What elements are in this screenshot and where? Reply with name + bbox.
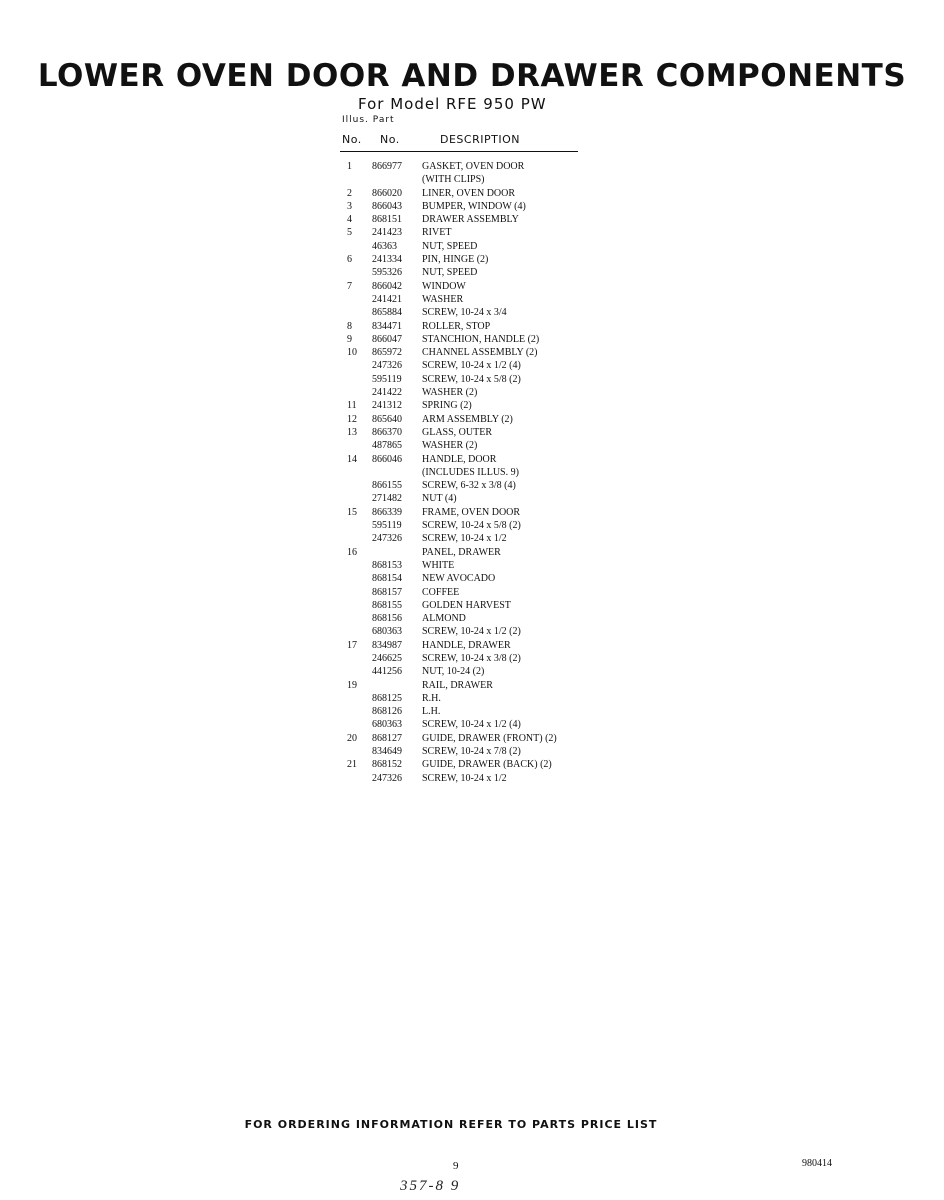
part-description: SPRING (2): [422, 400, 472, 412]
part-row: [343, 479, 603, 492]
part-description: SCREW, 10-24 x 1/2 (2): [422, 626, 521, 638]
part-row: [343, 718, 603, 731]
part-group-label: Part: [372, 115, 395, 125]
part-number: 487865: [372, 440, 402, 452]
part-number: 866042: [372, 280, 402, 292]
part-description: R.H.: [422, 692, 441, 704]
part-number: 866339: [372, 506, 402, 518]
part-row: [343, 772, 603, 785]
part-row: [343, 559, 603, 572]
part-number: 866047: [372, 333, 402, 345]
part-number: 246625: [372, 652, 402, 664]
illus-number: 9: [347, 333, 352, 345]
illus-no-header: No.: [342, 133, 362, 146]
part-number: 241421: [372, 293, 402, 305]
model-subtitle: For Model RFE 950 PW: [358, 95, 547, 113]
part-description: (WITH CLIPS): [422, 174, 485, 186]
part-description: NUT, SPEED: [422, 240, 478, 252]
part-row: [343, 758, 603, 771]
part-row: [343, 373, 603, 386]
part-number: 271482: [372, 493, 402, 505]
part-description: PIN, HINGE (2): [422, 254, 489, 266]
part-row: [343, 692, 603, 705]
part-description: NUT, SPEED: [422, 267, 478, 279]
part-number: 865884: [372, 307, 402, 319]
part-description: SCREW, 6-32 x 3/8 (4): [422, 480, 516, 492]
illus-number: 3: [347, 200, 352, 212]
illus-number: 2: [347, 187, 352, 199]
part-description: ALMOND: [422, 613, 466, 625]
part-number: 868127: [372, 732, 402, 744]
part-row: [343, 612, 603, 625]
part-number: 868126: [372, 706, 402, 718]
part-number: 241312: [372, 400, 402, 412]
part-description: SCREW, 10-24 x 1/2 (4): [422, 719, 521, 731]
part-row: [343, 426, 603, 439]
part-row: [343, 519, 603, 532]
illus-number: 11: [347, 400, 357, 412]
part-description: BUMPER, WINDOW (4): [422, 200, 526, 212]
part-number: 441256: [372, 666, 402, 678]
part-row: [343, 639, 603, 652]
part-description: SCREW, 10-24 x 5/8 (2): [422, 373, 521, 385]
part-description: GOLDEN HARVEST: [422, 599, 511, 611]
part-number: 247326: [372, 772, 402, 784]
part-number: 241334: [372, 254, 402, 266]
part-row: [343, 399, 603, 412]
handwritten-marks: 357-8 9: [400, 1178, 461, 1194]
part-row: [343, 187, 603, 200]
part-number: 834649: [372, 746, 402, 758]
part-number: 866043: [372, 200, 402, 212]
part-description: WASHER: [422, 293, 464, 305]
part-description: NUT, 10-24 (2): [422, 666, 485, 678]
part-number: 868157: [372, 586, 402, 598]
part-number: 241423: [372, 227, 402, 239]
column-group-header: [342, 115, 395, 125]
part-description: NUT (4): [422, 493, 457, 505]
part-number: 247326: [372, 533, 402, 545]
part-number: 868125: [372, 692, 402, 704]
part-number: 866977: [372, 161, 402, 172]
part-description: GLASS, OUTER: [422, 426, 493, 438]
part-row: [343, 320, 603, 333]
part-number: 868155: [372, 599, 402, 611]
part-description: SCREW, 10-24 x 1/2: [422, 772, 507, 784]
part-number: 595119: [372, 373, 402, 385]
part-description: COFFEE: [422, 586, 460, 598]
part-row: [343, 679, 603, 692]
part-description: ARM ASSEMBLY (2): [422, 413, 513, 425]
illus-number: 15: [347, 506, 357, 518]
part-row: [343, 665, 603, 678]
part-description: SCREW, 10-24 x 7/8 (2): [422, 746, 521, 758]
illus-number: 20: [347, 732, 357, 744]
page-title: LOWER OVEN DOOR AND DRAWER COMPONENTS: [37, 58, 907, 94]
part-description: GUIDE, DRAWER (FRONT) (2): [422, 732, 557, 744]
part-description: (INCLUDES ILLUS. 9): [422, 466, 519, 478]
illus-number: 14: [347, 453, 357, 465]
part-number: 866046: [372, 453, 402, 465]
part-number: 865640: [372, 413, 402, 425]
part-description: WASHER (2): [422, 440, 478, 452]
part-number: 595326: [372, 267, 402, 279]
part-row: [343, 333, 603, 346]
part-row: [343, 453, 603, 466]
part-description: SCREW, 10-24 x 5/8 (2): [422, 520, 521, 532]
part-row: [343, 226, 603, 239]
part-description: L.H.: [422, 706, 441, 718]
part-row: [343, 506, 603, 519]
part-row: [343, 439, 603, 452]
illus-number: 8: [347, 320, 352, 332]
illus-number: 19: [347, 679, 357, 691]
part-description: LINER, OVEN DOOR: [422, 187, 516, 199]
part-description: SCREW, 10-24 x 3/4: [422, 307, 507, 319]
part-number: 247326: [372, 360, 402, 372]
part-number: 866155: [372, 480, 402, 492]
part-row: [343, 253, 603, 266]
part-number: 46363: [372, 240, 397, 252]
part-number: 595119: [372, 520, 402, 532]
illus-number: 21: [347, 759, 357, 771]
part-row: [343, 492, 603, 505]
illus-number: 13: [347, 426, 357, 438]
part-row: [343, 213, 603, 226]
ordering-note: FOR ORDERING INFORMATION REFER TO PARTS PRICE LIST: [244, 1118, 658, 1131]
part-number: 868154: [372, 573, 402, 585]
part-description: WINDOW: [422, 280, 466, 292]
part-row: [343, 359, 603, 372]
part-row: [343, 625, 603, 638]
part-row: [343, 546, 603, 559]
illus-number: 6: [347, 254, 352, 266]
part-description: HANDLE, DRAWER: [422, 639, 511, 651]
part-row: [343, 599, 603, 612]
part-description: PANEL, DRAWER: [422, 546, 501, 558]
part-description: STANCHION, HANDLE (2): [422, 333, 540, 345]
part-number: 868151: [372, 214, 402, 226]
part-row: [343, 652, 603, 665]
part-row: [343, 745, 603, 758]
part-row: [343, 386, 603, 399]
part-row: [343, 160, 603, 173]
part-row: [343, 346, 603, 359]
part-row: [343, 413, 603, 426]
part-description: FRAME, OVEN DOOR: [422, 506, 521, 518]
page-number: 9: [453, 1160, 459, 1172]
part-row: [343, 280, 603, 293]
document-number: 980414: [802, 1158, 832, 1169]
part-row: [343, 705, 603, 718]
illus-number: 7: [347, 280, 352, 292]
part-row: [343, 266, 603, 279]
part-number: 868152: [372, 759, 402, 771]
illus-number: 4: [347, 214, 352, 226]
part-row: [343, 306, 603, 319]
illus-number: 17: [347, 639, 357, 651]
part-description: SCREW, 10-24 x 1/2 (4): [422, 360, 521, 372]
part-number: 241422: [372, 387, 402, 399]
part-description: GUIDE, DRAWER (BACK) (2): [422, 759, 552, 771]
illus-number: 5: [347, 227, 352, 239]
part-number: 680363: [372, 719, 402, 731]
part-number: 866020: [372, 187, 402, 199]
parts-list: [343, 160, 603, 785]
part-number: 680363: [372, 626, 402, 638]
part-description: DRAWER ASSEMBLY: [422, 214, 519, 226]
part-row: [343, 586, 603, 599]
part-row: [343, 732, 603, 745]
part-description: ROLLER, STOP: [422, 320, 491, 332]
part-row: [343, 173, 603, 186]
part-row: [343, 466, 603, 479]
illus-number: 12: [347, 413, 357, 425]
illus-number: 1: [347, 161, 352, 172]
part-no-header: No.: [380, 133, 400, 146]
part-description: CHANNEL ASSEMBLY (2): [422, 347, 538, 359]
part-description: WHITE: [422, 559, 455, 571]
part-number: 834471: [372, 320, 402, 332]
part-number: 868156: [372, 613, 402, 625]
part-description: HANDLE, DOOR: [422, 453, 497, 465]
column-header-row: [340, 131, 578, 152]
part-description: RAIL, DRAWER: [422, 679, 493, 691]
part-row: [343, 200, 603, 213]
illus-group-label: Illus.: [342, 115, 369, 125]
description-header: DESCRIPTION: [440, 133, 520, 146]
part-row: [343, 240, 603, 253]
part-description: SCREW, 10-24 x 3/8 (2): [422, 652, 521, 664]
part-description: SCREW, 10-24 x 1/2: [422, 533, 507, 545]
part-number: 868153: [372, 559, 402, 571]
part-description: NEW AVOCADO: [422, 573, 496, 585]
part-row: [343, 532, 603, 545]
part-number: 866370: [372, 426, 402, 438]
illus-number: 16: [347, 546, 357, 558]
part-description: RIVET: [422, 227, 452, 239]
part-description: WASHER (2): [422, 387, 478, 399]
part-row: [343, 572, 603, 585]
part-description: GASKET, OVEN DOOR: [422, 161, 525, 172]
part-number: 834987: [372, 639, 402, 651]
illus-number: 10: [347, 347, 357, 359]
part-row: [343, 293, 603, 306]
part-number: 865972: [372, 347, 402, 359]
